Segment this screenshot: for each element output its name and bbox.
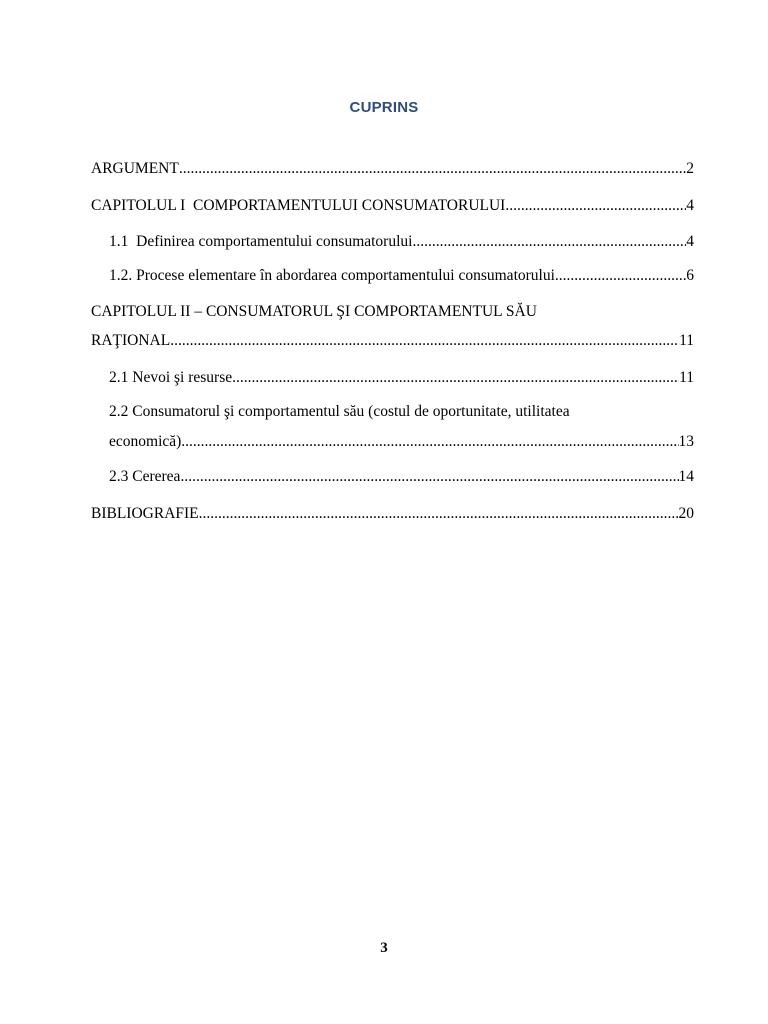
- toc-leader-dots: [180, 466, 678, 488]
- toc-entry-text: BIBLIOGRAFIE: [91, 505, 199, 522]
- toc-entry-section-1-2[interactable]: [109, 265, 694, 287]
- toc-leader-dots: [505, 195, 686, 217]
- toc-entry-page: 4: [686, 233, 694, 250]
- toc-entry-text: CAPITOLUL I COMPORTAMENTULUI CONSUMATORULUI: [91, 197, 506, 214]
- toc-entry-page: 20: [678, 505, 694, 522]
- toc-leader-dots: [555, 265, 686, 287]
- toc-leader-dots: [232, 367, 679, 389]
- toc-leader-dots: [179, 158, 686, 180]
- toc-entry-section-2-3[interactable]: [109, 466, 694, 488]
- toc-entry-text: 2.3 Cererea: [109, 468, 181, 485]
- toc-entry-text: RAŢIONAL: [91, 332, 171, 349]
- toc-entry-page: 6: [686, 267, 694, 284]
- toc-entry-text: 1.1 Definirea comportamentului consumatorului: [109, 233, 413, 250]
- toc-entry-section-2-2-line1[interactable]: 2.2 Consumatorul şi comportamentul său (costul de oportunitate, utilitatea: [109, 403, 570, 420]
- toc-entry-text: ARGUMENT: [91, 160, 179, 177]
- toc-entry-chapter-1[interactable]: [91, 195, 694, 217]
- toc-entry-chapter-2-line1[interactable]: CAPITOLUL II – CONSUMATORUL ŞI COMPORTAMENTUL SĂU: [91, 303, 537, 320]
- toc-entry-text: 2.1 Nevoi şi resurse: [109, 369, 233, 386]
- toc-entry-page: 4: [686, 197, 694, 214]
- toc-entry-section-2-2[interactable]: [109, 431, 694, 453]
- toc-entry-section-1-1[interactable]: [109, 231, 694, 253]
- toc-entry-page: 11: [679, 369, 694, 386]
- toc-entry-text: economică): [109, 433, 182, 450]
- toc-entry-page: 14: [678, 468, 694, 485]
- toc-entry-bibliography[interactable]: [91, 503, 694, 525]
- toc-leader-dots: [181, 431, 678, 453]
- toc-entry-chapter-2[interactable]: [91, 330, 694, 352]
- toc-entry-page: 13: [678, 433, 694, 450]
- toc-entry-argument[interactable]: [91, 158, 694, 180]
- page-number: 3: [380, 940, 388, 956]
- toc-leader-dots: [199, 503, 679, 525]
- toc-entry-text: 1.2. Procese elementare în abordarea comportamentului consumatorului: [109, 267, 555, 284]
- toc-title: CUPRINS: [349, 99, 419, 116]
- toc-entry-page: 2: [686, 160, 694, 177]
- toc-entry-page: 11: [679, 332, 694, 349]
- toc-leader-dots: [412, 231, 686, 253]
- toc-entry-section-2-1[interactable]: [109, 367, 694, 389]
- toc-leader-dots: [170, 330, 679, 352]
